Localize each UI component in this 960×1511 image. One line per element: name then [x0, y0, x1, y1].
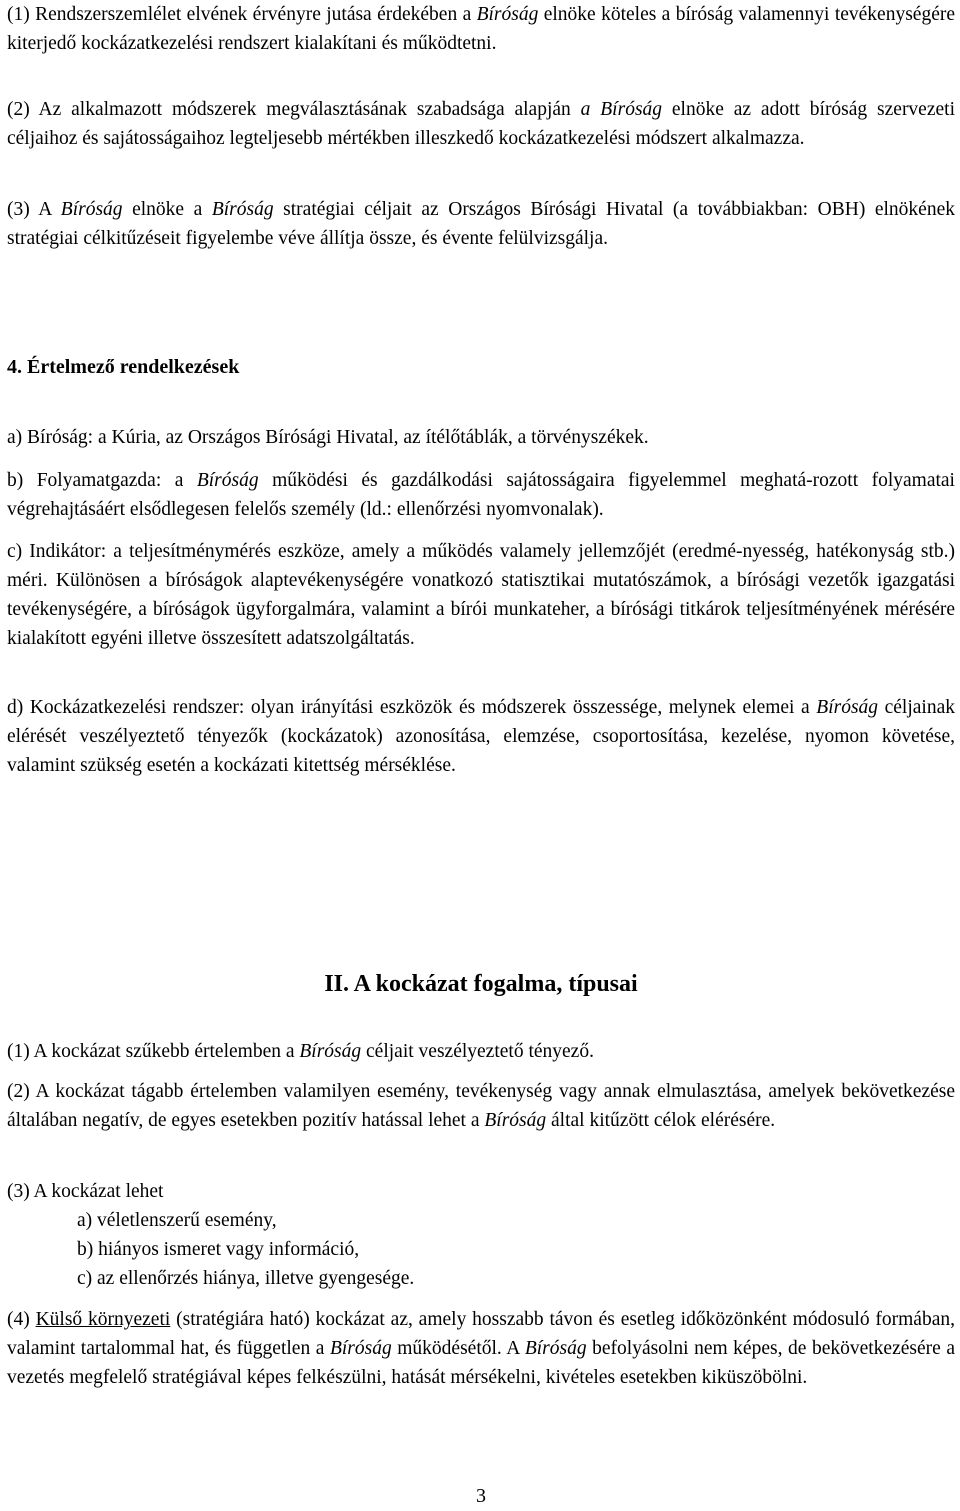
text: b) Folyamatgazda: a — [7, 470, 197, 491]
paragraph-2-2 — [7, 1077, 955, 1135]
text: befolyásolni nem képes, de bekövetkezésére a vezetés megfelelő stratégiával képes felkészülni, hatását mérsékelni, kivételes esetekben kiküszöbölni. — [7, 1338, 955, 1388]
text: (1) Rendszerszemlélet elvének érvényre jutása érdekében a — [7, 4, 477, 25]
section-heading-4: 4. Értelmező rendelkezések — [7, 356, 240, 378]
paragraph-2-4 — [7, 1305, 955, 1392]
list-item: c) az ellenőrzés hiánya, illetve gyengesége. — [77, 1268, 415, 1289]
list-intro: (3) A kockázat lehet — [7, 1181, 164, 1202]
text-underlined: Külső környezeti — [35, 1309, 171, 1330]
paragraph-1-2 — [7, 95, 955, 153]
text: elnöke köteles a bíróság valamennyi tevékenységére kiterjedő kockázatkezelési rendszert kialakítani és működtetni. — [7, 4, 955, 54]
text-italic: a Bíróság — [580, 99, 663, 120]
text: (2) A kockázat tágabb értelemben valamilyen esemény, tevékenység vagy annak elmulasztása, amelyek bekövetkezése általában negatív, de egyes esetekben pozitív hatással lehet a — [7, 1081, 955, 1131]
text: működésétől. A — [391, 1338, 525, 1359]
text: elnöke az adott bíróság szervezeti céljaihoz és sajátosságaihoz legteljesebb mértékben illeszkedő kockázatkezelési módszert alkalmazza. — [7, 99, 955, 149]
definition-a: a) Bíróság: a Kúria, az Országos Bírósági Hivatal, az ítélőtáblák, a törvényszékek. — [7, 427, 649, 448]
chapter-heading-ii: II. A kockázat fogalma, típusai — [324, 971, 638, 997]
text: (stratégiára ható) kockázat az, amely hosszabb távon és esetleg időközönként módosuló formában, valamint tartalommal hat, és független a — [7, 1309, 955, 1359]
text-italic: Bíróság — [60, 199, 123, 220]
text-italic: Bíróság — [816, 697, 879, 718]
text: (3) A — [7, 199, 61, 220]
text: céljait veszélyeztető tényező. — [361, 1041, 594, 1062]
paragraph-2-1 — [7, 1037, 594, 1066]
list-item: a) véletlenszerű esemény, — [77, 1210, 277, 1231]
page-number: 3 — [476, 1485, 486, 1507]
text: d) Kockázatkezelési rendszer: olyan irányítási eszközök és módszerek összessége, melynek elemei a — [7, 697, 817, 718]
text: elnöke a — [122, 199, 212, 220]
paragraph-1-1 — [7, 0, 955, 58]
definition-d — [7, 693, 955, 780]
text: működési és gazdálkodási sajátosságaira figyelemmel meghatá-rozott folyamatai végrehajtásáért elsődlegesen felelős személy (ld.: ellenőrzési nyomvonalak). — [7, 470, 955, 520]
text-italic: Bíróság — [524, 1338, 587, 1359]
text-italic: Bíróság — [196, 470, 259, 491]
text: által kitűzött célok elérésére. — [546, 1110, 776, 1131]
text: céljainak elérését veszélyeztető tényezők (kockázatok) azonosítása, elemzése, csoportosítása, kezelése, nyomon követése, valamint szükség esetén a kockázati kitettség mérséklése. — [7, 697, 955, 776]
text: (4) — [7, 1309, 36, 1330]
text-italic: Bíróság — [476, 4, 539, 25]
definition-c: c) Indikátor: a teljesítménymérés eszköze, amely a működés valamely jellemzőjét (eredmé-nyesség, hatékonyság stb.) méri. Különösen a bíróságok alaptevékenységére vonatkozó statisztikai mutatószámok, a bírósági vezetők igazgatási tevékenységére, a bíróságok ügyforgalmára, valamint a bírói munkateher, a bírósági titkárok teljesítményének mérésére kialakított egyéni illetve összesített adatszolgáltatás. — [7, 541, 955, 649]
text: stratégiai céljait az Országos Bírósági Hivatal (a továbbiakban: OBH) elnökének stratégiai célkitűzéseit figyelembe véve állítja össze, és évente felülvizsgálja. — [7, 199, 955, 249]
definition-b — [7, 466, 955, 524]
text-italic: Bíróság — [299, 1041, 362, 1062]
text-italic: Bíróság — [211, 199, 274, 220]
list-item: b) hiányos ismeret vagy információ, — [77, 1239, 360, 1260]
text-italic: Bíróság — [484, 1110, 547, 1131]
text: (2) Az alkalmazott módszerek megválasztásának szabadsága alapján — [7, 99, 581, 120]
text-italic: Bíróság — [329, 1338, 392, 1359]
paragraph-2-3 — [7, 1177, 414, 1293]
text: (1) A kockázat szűkebb értelemben a — [7, 1041, 300, 1062]
paragraph-1-3 — [7, 195, 955, 253]
